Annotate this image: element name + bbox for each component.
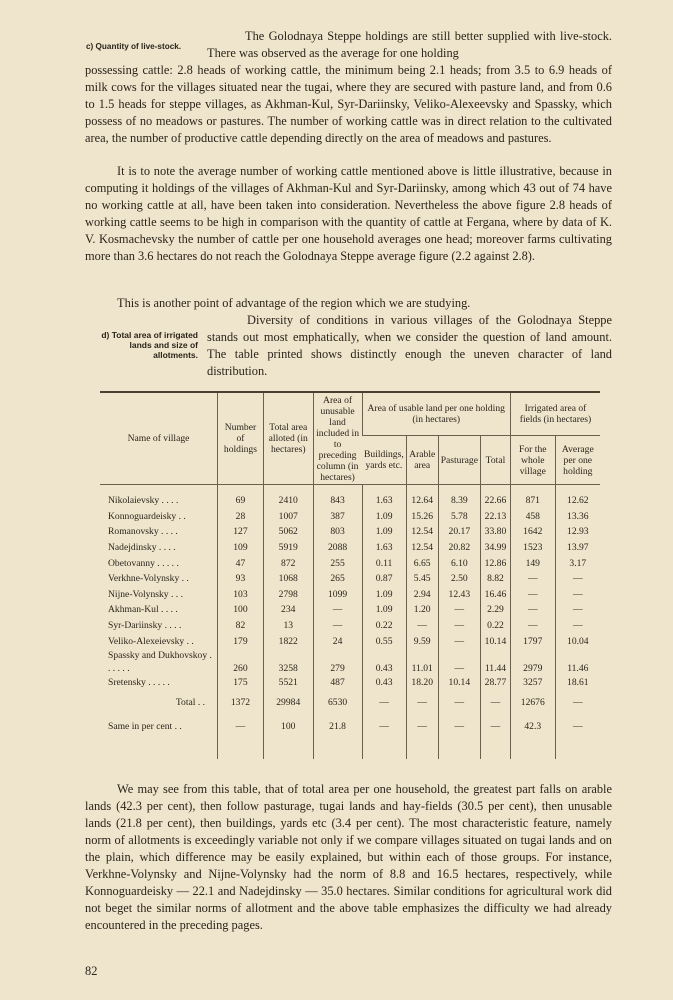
col-header-per-holding: Average per one holding [555,436,600,485]
col-header-whole-village: For the whole village [510,436,555,485]
table-row-total: Total . . 1372 29984 6530 — — — — 12676 — [100,691,600,715]
paragraph-livestock-intro: The Golodnaya Steppe holdings are still better supplied with live-stock. There was observed as the average for one holding [207,29,612,60]
col-header-holdings: Number of holdings [218,392,264,485]
table-row: Veliko-Alexeievsky . . 179 1822 24 0.55 9.59 — 10.14 1797 10.04 [100,633,600,649]
table-row: Verkhne-Volynsky . . 93 1068 265 0.87 5.45 2.50 8.82 — — [100,571,600,587]
paragraph-conclusion: We may see from this table, that of total area per one household, the greatest part falls on arable lands (42.3 per cent), then follow pasturage, tugai lands and hay-fields (30.5 per cent), then unusable lands (21.8 per cent), then buildings, yards etc (3.4 per cent). The most characteristic feature, namely norm of allotments is exceedingly variable not only if we compare villages situated on tugai lands and on the plain, which difference may be easily explained, but within each of those groups. For instance, Verkhne-Volynsky and Nijne-Volynsky had the norm of 8.8 and 16.5 hectares, respectively, while Konnoguardeisky — 22.1 and Nadejdinsky — 35.0 hectares. Similar conditions for agricultural work did not beget the similar norms of allotment and the above table emphasizes the difficulty we had already encountered in the preceding pages. [85,782,612,932]
paragraph-livestock: possessing cattle: 2.8 heads of working cattle, the minimum being 2.1 heads; from 3.5 to 6.9 heads of milk cows for the villages situated near the tugai, where they are secured with pasture land, and from 0.6 to 1.5 heads for steppe villages, as Akhman-Kul, Syr-Dariinsky, Veliko-Alexeevsky and Spassky, which possess of no meadows or pastures. The number of working cattle was in direct relation to the cultivated area, the number of productive cattle depending directly on the area of meadows and pastures. [85,63,612,145]
table-row-percent: Same in per cent . . — 100 21.8 — — — — 42.3 — [100,715,600,739]
margin-heading-land-area: d) Total area of irrigated lands and size of allotments. [101,330,198,360]
col-header-total: Total [481,436,511,485]
paragraph-land-area: Diversity of conditions in various villages of the Golodnaya Steppe stands out most emphatically, when we consider the question of land amount. The table printed shows distinctly enough the uneven character of land distribution. [207,313,612,378]
table-row: Sretensky . . . . . 175 5521 487 0.43 18.20 10.14 28.77 3257 18.61 [100,675,600,691]
margin-heading-livestock: c) Quantity of live-stock. [86,42,182,51]
table-row: Romanovsky . . . . 127 5062 803 1.09 12.54 20.17 33.80 1642 12.93 [100,524,600,540]
col-header-total-area: Total area alloted (in hectares) [263,392,313,485]
col-header-usable-group: Area of usable land per one holding (in hectares) [362,392,510,436]
col-header-arable: Arable area [406,436,438,485]
paragraph-advantage: This is another point of advantage of the region which we are studying. [117,296,471,310]
table-row: Syr-Dariinsky . . . . 82 13 — 0.22 — — 0.22 — — [100,618,600,634]
table-row: Nikolaievsky . . . . 69 2410 843 1.63 12.64 8.39 22.66 871 12.62 [100,493,600,509]
col-header-unusable: Area of unusable land included in to preceding column (in hectares) [313,392,362,485]
col-header-pasturage: Pasturage [438,436,480,485]
table-row: Konnoguardeisky . . 28 1007 387 1.09 15.26 5.78 22.13 458 13.36 [100,509,600,525]
paragraph-average: It is to note the average number of working cattle mentioned above is little illustrative, because in computing it holdings of the villages of Akhman-Kul and Syr-Dariinsky, among which 43 out of 74 have no working cattle at all, have been taken into consideration. Nevertheless the above figure 2.8 heads of working cattle seems to be high in comparison with the quantity of cattle at Fergana, where by data of K. V. Kosmachevsky the number of cattle per one household averages one head; moreover farms cultivating more than 3.6 hectares do not reach the Golodnaya Steppe average figure (2.2 against 2.8). [85,164,612,263]
table-row: Nadejdinsky . . . . 109 5919 2088 1.63 12.54 20.82 34.99 1523 13.97 [100,540,600,556]
table-row: Akhman-Kul . . . . 100 234 — 1.09 1.20 — 2.29 — — [100,602,600,618]
page-number: 82 [85,964,98,978]
table-row: Nijne-Volynsky . . . 103 2798 1099 1.09 2.94 12.43 16.46 — — [100,587,600,603]
col-header-village: Name of village [100,392,218,485]
land-distribution-table [100,391,600,759]
col-header-buildings: Buildings, yards etc. [362,436,406,485]
table-row: Obetovanny . . . . . 47 872 255 0.11 6.65 6.10 12.86 149 3.17 [100,555,600,571]
col-header-irrigated-group: Irrigated area of fields (in hectares) [510,392,600,436]
table-row: Spassky and Dukhovskoy . . . . . . 260 3258 279 0.43 11.01 — 11.44 2979 11.46 [100,649,600,675]
